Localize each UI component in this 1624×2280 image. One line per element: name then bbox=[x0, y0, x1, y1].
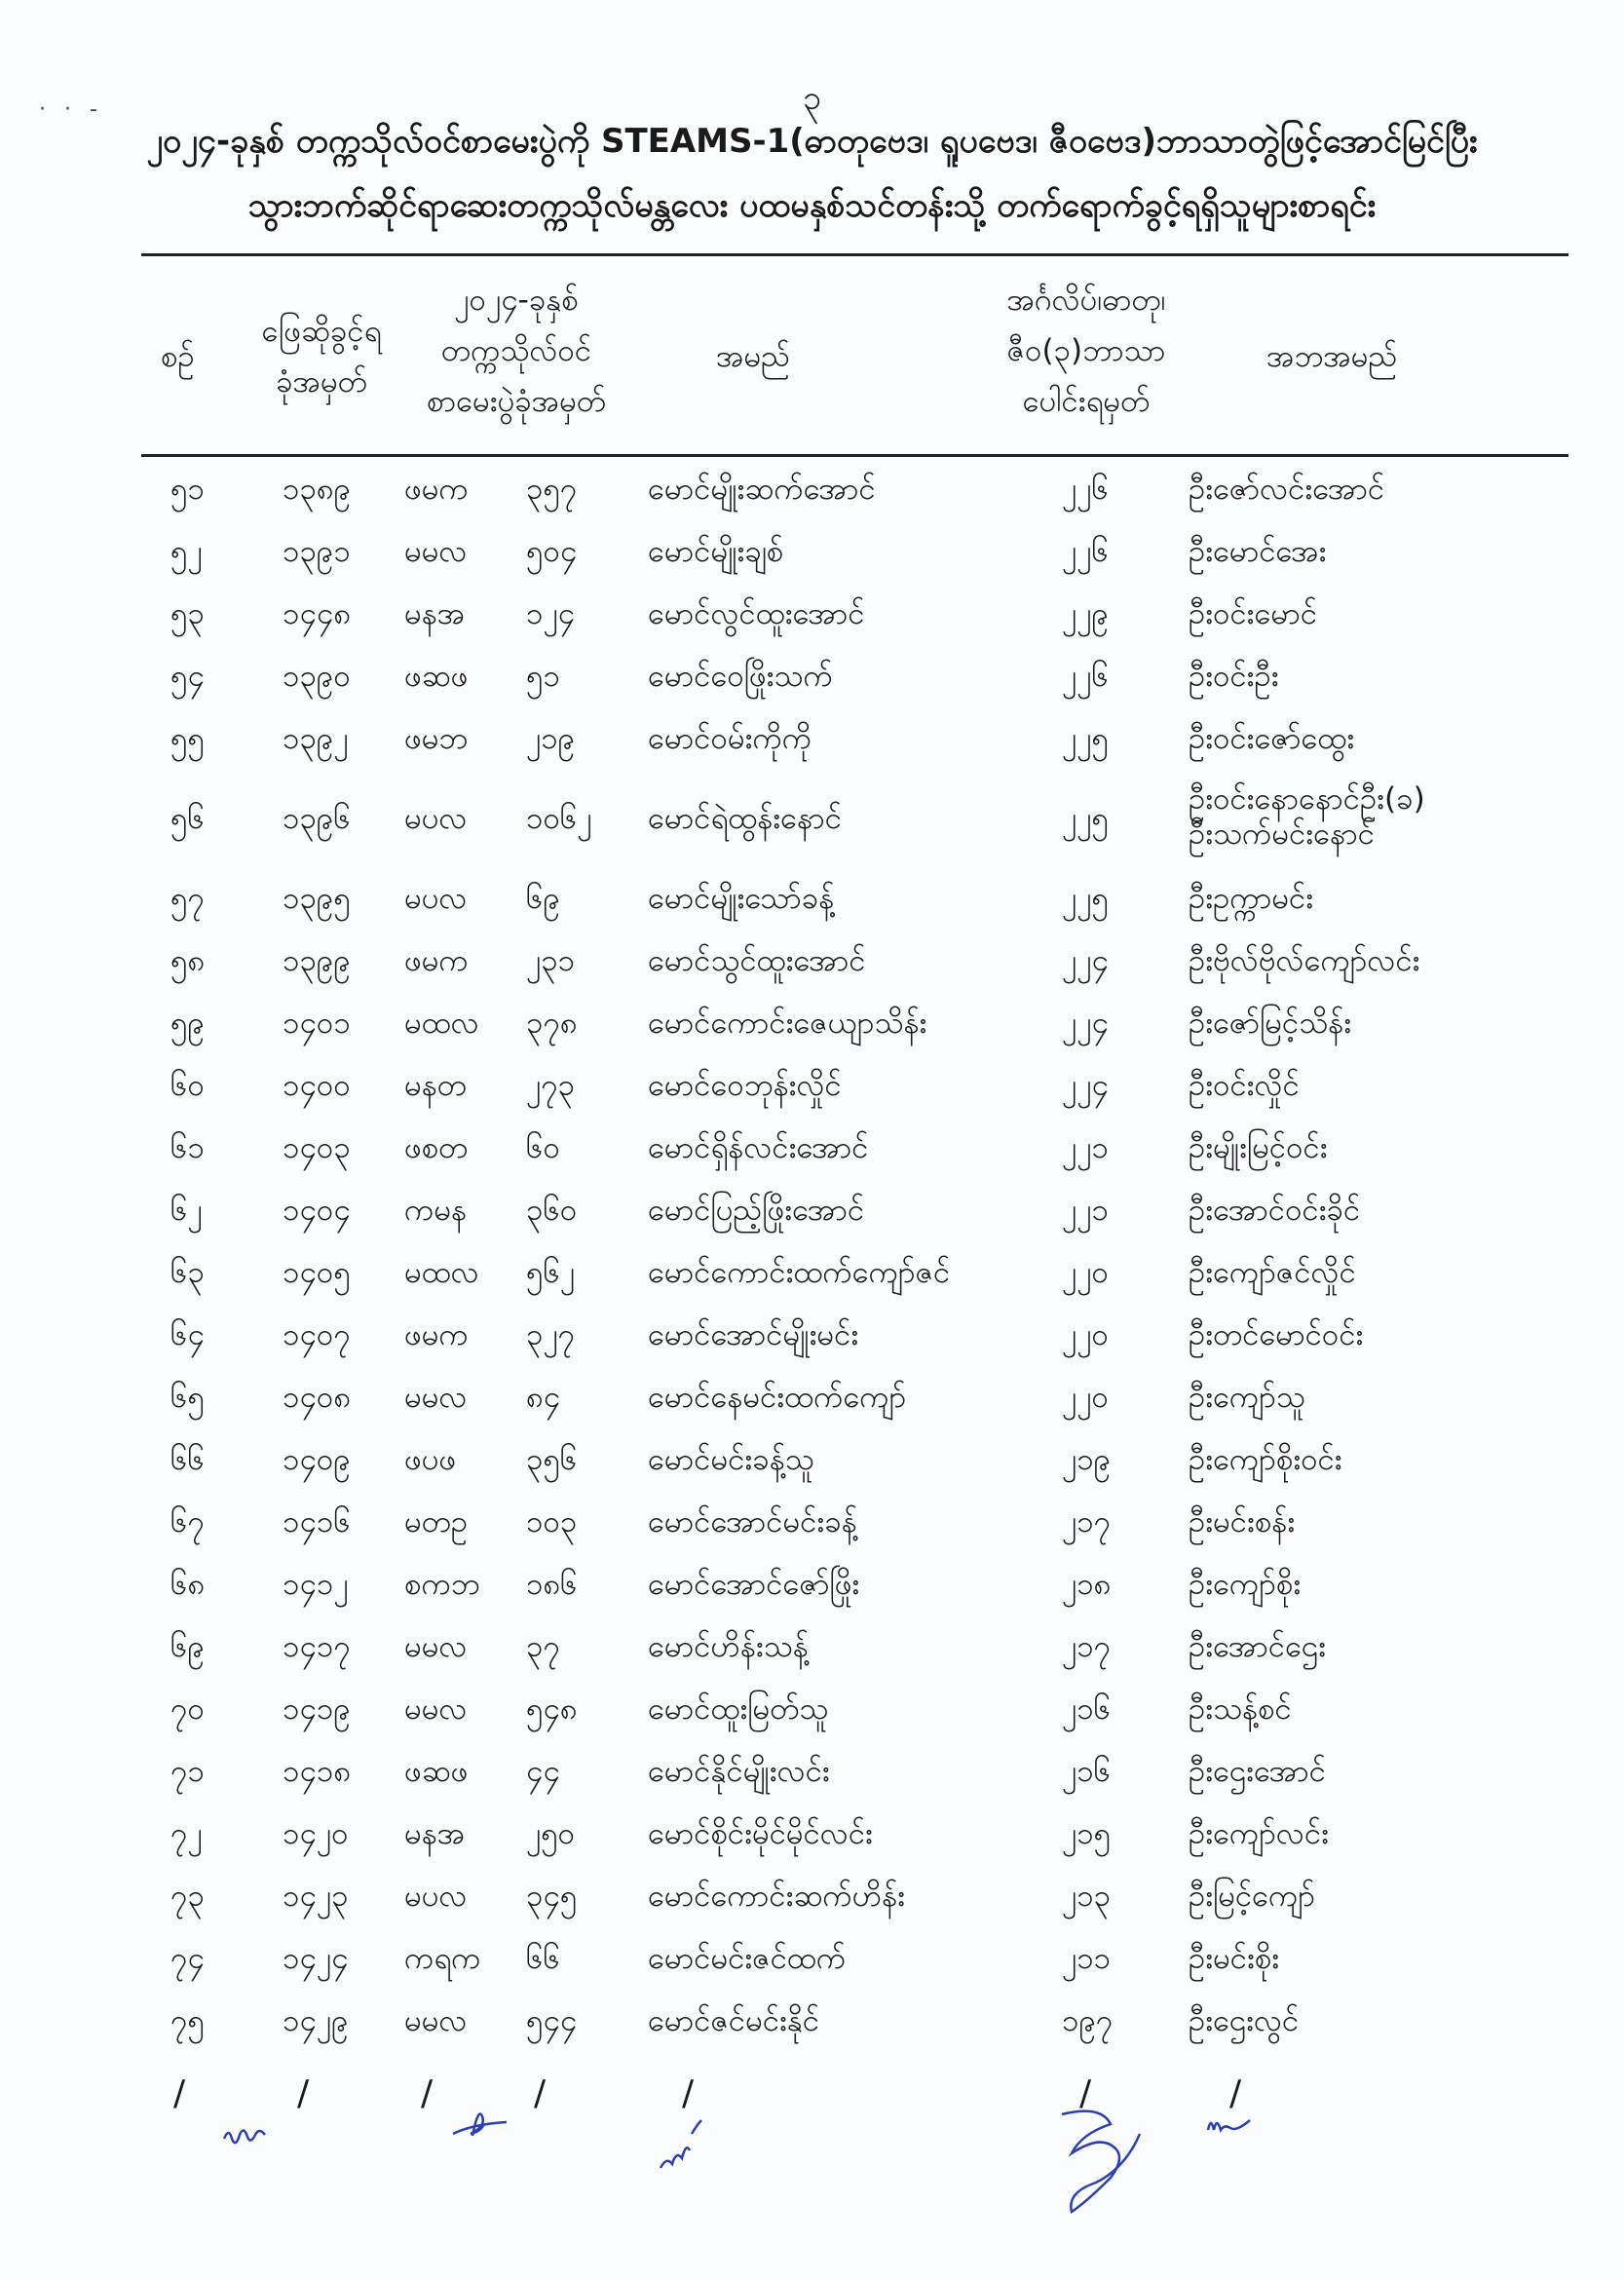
row-exam-seat: ၅၁ bbox=[526, 659, 560, 694]
row-total-marks: ၂၁၇ bbox=[1062, 1629, 1112, 1664]
row-total-marks: ၂၂၆ bbox=[1062, 534, 1109, 569]
row-exam-center: ဖစတ bbox=[404, 1130, 469, 1165]
signature-5 bbox=[1203, 2103, 1262, 2142]
row-student-name: မောင်မျိုးဆက်အောင် bbox=[648, 472, 876, 507]
row-roll-number: ၁၄၀၈ bbox=[283, 1380, 352, 1415]
row-roll-number: ၁၃၉၆ bbox=[283, 801, 351, 836]
row-no: ၅၃ bbox=[170, 596, 205, 631]
header-roll-line-2: ခုံအမှတ် bbox=[276, 364, 367, 399]
row-no: ၆၈ bbox=[170, 1567, 206, 1602]
row-total-marks: ၂၁၉ bbox=[1062, 1442, 1112, 1477]
row-father-name: ဦးဝင်းဇော်ထွေး bbox=[1189, 721, 1355, 756]
row-exam-seat: ၁၀၃ bbox=[526, 1504, 578, 1539]
row-roll-number: ၁၄၁၉ bbox=[283, 1691, 351, 1727]
row-exam-center: ဖမက bbox=[404, 1317, 469, 1352]
table-row bbox=[0, 1803, 1624, 1865]
table-row bbox=[0, 458, 1624, 520]
row-father-name: ဦးဇော်လင်းအောင် bbox=[1189, 472, 1385, 507]
header-no: စဉ် bbox=[161, 339, 195, 374]
row-no: ၆၄ bbox=[170, 1317, 205, 1352]
page-number: ၃ bbox=[802, 79, 822, 118]
row-exam-seat: ၆၀ bbox=[526, 1130, 560, 1165]
row-roll-number: ၁၃၉၁ bbox=[283, 534, 351, 569]
row-total-marks: ၂၂၁ bbox=[1062, 1130, 1109, 1165]
row-father-name: ဦးဇော်မြင့်သိန်း bbox=[1189, 1006, 1352, 1041]
row-exam-center: မနတ bbox=[404, 1068, 467, 1103]
table-row bbox=[0, 583, 1624, 645]
row-exam-seat: ၃၇ bbox=[526, 1629, 560, 1664]
table-row bbox=[0, 520, 1624, 583]
row-no: ၅၂ bbox=[170, 534, 203, 569]
row-exam-center: ဖဆဖ bbox=[404, 659, 469, 694]
row-father-name: ဦးတင်မောင်ဝင်း bbox=[1189, 1317, 1364, 1352]
row-student-name: မောင်ထူးမြတ်သူ bbox=[648, 1691, 829, 1727]
row-exam-seat: ၅၄၈ bbox=[526, 1691, 578, 1727]
row-no: ၇၀ bbox=[170, 1691, 205, 1727]
row-total-marks: ၂၁၈ bbox=[1062, 1567, 1112, 1602]
signature-2 bbox=[443, 2095, 521, 2153]
table-row bbox=[0, 645, 1624, 707]
row-student-name: မောင်ဟိန်းသန့် bbox=[648, 1629, 809, 1664]
row-total-marks: ၂၂၆ bbox=[1062, 472, 1109, 507]
row-father-name-line-2: ဦးသက်မင်းနောင် bbox=[1189, 817, 1375, 852]
row-exam-seat: ၃၅၇ bbox=[526, 472, 578, 507]
row-exam-center: မပလ bbox=[404, 1879, 468, 1914]
row-exam-center: မနအ bbox=[404, 596, 466, 631]
row-student-name: မောင်ကောင်းထက်ကျော်ဇင် bbox=[648, 1255, 951, 1290]
row-exam-seat: ၃၅၆ bbox=[526, 1442, 578, 1477]
header-marks-line-2: ဇီဝ(၃)ဘာသာ bbox=[1006, 333, 1166, 368]
row-father-name: ဦးကျော်စိုးဝင်း bbox=[1189, 1442, 1342, 1477]
table-row bbox=[0, 1179, 1624, 1241]
row-no: ၆၀ bbox=[170, 1068, 205, 1103]
row-father-name: ဦးကျော်ဇင်လှိုင် bbox=[1189, 1255, 1356, 1290]
signatures bbox=[0, 2095, 1624, 2251]
row-roll-number: ၁၄၀၃ bbox=[283, 1130, 351, 1165]
row-father-name bbox=[1189, 770, 1425, 867]
row-no: ၆၅ bbox=[170, 1380, 205, 1415]
header-exam-line-1: ၂၀၂၄-ခုနှစ် bbox=[454, 283, 579, 318]
row-student-name: မောင်ကောင်းဇေယျာသိန်း bbox=[648, 1006, 927, 1041]
row-roll-number: ၁၄၄၈ bbox=[283, 596, 352, 631]
row-no: ၅၇ bbox=[170, 881, 205, 916]
row-exam-center: မတဥ bbox=[404, 1504, 469, 1539]
row-exam-seat: ၃၄၅ bbox=[526, 1879, 578, 1914]
row-father-name: ဦးအောင်ဌေး bbox=[1189, 1629, 1326, 1664]
row-exam-seat: ၅၀၄ bbox=[526, 534, 578, 569]
table-row bbox=[0, 1366, 1624, 1428]
row-exam-center: ဖမက bbox=[404, 943, 469, 978]
table-row bbox=[0, 1054, 1624, 1117]
row-no: ၆၃ bbox=[170, 1255, 205, 1290]
row-exam-seat: ၅၄၄ bbox=[526, 2003, 578, 2038]
row-student-name: မောင်မင်းဇင်ထက် bbox=[648, 1941, 847, 1976]
row-student-name: မောင်ဝေဖြိုးသက် bbox=[648, 659, 833, 694]
table-row bbox=[0, 1553, 1624, 1615]
row-exam-center: ဖပဖ bbox=[404, 1442, 457, 1477]
row-roll-number: ၁၄၀၄ bbox=[283, 1193, 351, 1228]
footer-slash: / bbox=[297, 2073, 310, 2113]
row-exam-center: မနအ bbox=[404, 1816, 466, 1851]
row-student-name: မောင်သွင်ထူးအောင် bbox=[648, 943, 866, 978]
table-row bbox=[0, 1241, 1624, 1304]
row-exam-center: မထလ bbox=[404, 1255, 479, 1290]
table-row bbox=[0, 1740, 1624, 1803]
row-exam-seat: ၃၆၀ bbox=[526, 1193, 578, 1228]
row-exam-center: မမလ bbox=[404, 534, 468, 569]
row-exam-center: ကမန bbox=[404, 1193, 468, 1228]
row-exam-center: ဖမက bbox=[404, 472, 469, 507]
row-student-name: မောင်ရဲထွန်းနောင် bbox=[648, 801, 842, 836]
row-exam-center: ဖမဘ bbox=[404, 721, 469, 756]
document-title-line-1: ၂၀၂၄-ခုနှစ် တက္ကသိုလ်ဝင်စာမေးပွဲကို STEAMS-1(ဓာတုဗေဒ၊ ရူပဗေဒ၊ ဇီဝဗေဒ)ဘာသာတွဲဖြင့်အောင်မြင်ပြီး bbox=[146, 122, 1478, 161]
row-student-name: မောင်နေမင်းထက်ကျော် bbox=[648, 1380, 907, 1415]
row-total-marks: ၂၂၀ bbox=[1062, 1380, 1109, 1415]
row-exam-center: ဖဆဖ bbox=[404, 1754, 469, 1789]
row-roll-number: ၁၄၂၉ bbox=[283, 2003, 349, 2038]
header-marks bbox=[974, 275, 1198, 427]
row-student-name: မောင်စိုင်းမိုင်မိုင်လင်း bbox=[648, 1816, 873, 1851]
row-no: ၅၆ bbox=[170, 801, 205, 836]
row-roll-number: ၁၄၁၇ bbox=[283, 1629, 351, 1664]
table-row bbox=[0, 1927, 1624, 1990]
table-row bbox=[0, 1865, 1624, 1927]
row-total-marks: ၂၂၅ bbox=[1062, 801, 1109, 836]
signature-1 bbox=[219, 2114, 278, 2153]
row-total-marks: ၂၁၁ bbox=[1062, 1941, 1112, 1976]
row-total-marks: ၂၂၄ bbox=[1062, 1068, 1109, 1103]
table-row bbox=[0, 930, 1624, 992]
row-father-name: ဦးကျော်လင်း bbox=[1189, 1816, 1330, 1851]
row-no: ၆၆ bbox=[170, 1442, 205, 1477]
header-name: အမည် bbox=[716, 339, 791, 374]
row-student-name: မောင်ရှိန်လင်းအောင် bbox=[648, 1130, 869, 1165]
row-father-name: ဦးကျော်စိုး bbox=[1189, 1567, 1302, 1602]
row-father-name: ဦးဝင်းမောင် bbox=[1189, 596, 1318, 631]
row-father-name: ဦးမင်းစန်း bbox=[1189, 1504, 1296, 1539]
header-marks-line-1: အင်္ဂလိပ်၊ဓာတု၊ bbox=[1006, 283, 1166, 318]
row-roll-number: ၁၃၈၉ bbox=[283, 472, 352, 507]
row-exam-seat: ၃၇၈ bbox=[526, 1006, 578, 1041]
row-no: ၇၅ bbox=[170, 2003, 205, 2038]
row-exam-seat: ၆၉ bbox=[526, 881, 560, 916]
row-father-name: ဦးသန့်စင် bbox=[1189, 1691, 1292, 1727]
row-no: ၆၁ bbox=[170, 1130, 205, 1165]
header-marks-line-3: ပေါင်းရမှတ် bbox=[1022, 384, 1151, 419]
footer-slash: / bbox=[534, 2073, 547, 2113]
row-student-name: မောင်ဝေဘုန်းလှိုင် bbox=[648, 1068, 842, 1103]
row-total-marks: ၂၁၇ bbox=[1062, 1504, 1112, 1539]
row-exam-seat: ၁၈၆ bbox=[526, 1567, 578, 1602]
header-roll bbox=[248, 306, 395, 407]
row-exam-seat: ၁၀၆၂ bbox=[526, 801, 592, 836]
row-roll-number: ၁၄၀၁ bbox=[283, 1006, 351, 1041]
row-no: ၇၂ bbox=[170, 1816, 203, 1851]
row-father-name: ဦးမောင်အေး bbox=[1189, 534, 1327, 569]
table-row bbox=[0, 1990, 1624, 2052]
row-total-marks: ၂၂၅ bbox=[1062, 881, 1109, 916]
row-roll-number: ၁၄၀၇ bbox=[283, 1317, 351, 1352]
footer-slash: / bbox=[1079, 2073, 1092, 2113]
row-total-marks: ၂၁၅ bbox=[1062, 1816, 1112, 1851]
row-exam-center: စကဘ bbox=[404, 1567, 480, 1602]
row-no: ၇၃ bbox=[170, 1879, 205, 1914]
table-top-rule bbox=[141, 253, 1568, 256]
row-roll-number: ၁၄၁၆ bbox=[283, 1504, 351, 1539]
row-father-name: ဦးဝင်းဦး bbox=[1189, 659, 1279, 694]
row-no: ၅၅ bbox=[170, 721, 205, 756]
row-exam-seat: ၂၅၀ bbox=[526, 1816, 576, 1851]
row-exam-seat: ၂၃၁ bbox=[526, 943, 576, 978]
row-roll-number: ၁၄၂၄ bbox=[283, 1941, 349, 1976]
row-student-name: မောင်အောင်ဇော်ဖြိုး bbox=[648, 1567, 860, 1602]
header-exam bbox=[399, 275, 633, 427]
row-no: ၇၄ bbox=[170, 1941, 205, 1976]
row-exam-center: မမလ bbox=[404, 2003, 468, 2038]
table-row bbox=[0, 1615, 1624, 1678]
row-no: ၆၉ bbox=[170, 1629, 205, 1664]
row-exam-seat: ၆၆ bbox=[526, 1941, 560, 1976]
table-row bbox=[0, 992, 1624, 1054]
table-row bbox=[0, 867, 1624, 930]
row-total-marks: ၂၂၀ bbox=[1062, 1317, 1109, 1352]
row-total-marks: ၂၂၅ bbox=[1062, 721, 1109, 756]
table-header-rule bbox=[141, 454, 1568, 457]
row-student-name: မောင်မျိုးချစ် bbox=[648, 534, 784, 569]
table-row bbox=[0, 1491, 1624, 1553]
row-no: ၇၁ bbox=[170, 1754, 205, 1789]
row-roll-number: ၁၄၀၀ bbox=[283, 1068, 351, 1103]
signature-3 bbox=[653, 2114, 711, 2183]
row-exam-seat: ၃၂၇ bbox=[526, 1317, 576, 1352]
table-row bbox=[0, 770, 1624, 867]
footer-slash: / bbox=[173, 2073, 186, 2113]
row-no: ၅၁ bbox=[170, 472, 205, 507]
row-exam-center: မပလ bbox=[404, 881, 468, 916]
table-body bbox=[0, 458, 1624, 2052]
row-roll-number: ၁၃၉၀ bbox=[283, 659, 351, 694]
row-student-name: မောင်ပြည့်ဖြိုးအောင် bbox=[648, 1193, 865, 1228]
row-father-name-line-1: ဦးဝင်းနောနောင်ဦး(ခ) bbox=[1189, 781, 1425, 817]
footer-slash: / bbox=[1229, 2073, 1242, 2113]
row-student-name: မောင်အောင်မင်းခန့် bbox=[648, 1504, 857, 1539]
row-father-name: ဦးဌေးလွင် bbox=[1189, 2003, 1300, 2038]
stray-marks: · · - bbox=[39, 97, 103, 122]
table-row bbox=[0, 1117, 1624, 1179]
row-roll-number: ၁၄၂၃ bbox=[283, 1879, 349, 1914]
row-exam-center: မပလ bbox=[404, 801, 468, 836]
row-total-marks: ၂၂၄ bbox=[1062, 1006, 1109, 1041]
row-student-name: မောင်အောင်မျိုးမင်း bbox=[648, 1317, 859, 1352]
row-exam-seat: ၈၄ bbox=[526, 1380, 561, 1415]
row-student-name: မောင်မင်းခန့်သူ bbox=[648, 1442, 814, 1477]
row-father-name: ဦးဝင်းလှိုင် bbox=[1189, 1068, 1300, 1103]
table-row bbox=[0, 1428, 1624, 1491]
row-father-name: ဦးမျိုးမြင့်ဝင်း bbox=[1189, 1130, 1328, 1165]
document-title-line-2: သွားဘက်ဆိုင်ရာဆေးတက္ကသိုလ်မန္တလေး ပထမနှစ်သင်တန်းသို့ တက်ရောက်ခွင့်ရရှိသူများစာရင်း bbox=[247, 186, 1377, 225]
row-exam-center: မမလ bbox=[404, 1380, 468, 1415]
row-exam-center: မမလ bbox=[404, 1629, 468, 1664]
row-exam-seat: ၂၁၉ bbox=[526, 721, 576, 756]
row-roll-number: ၁၃၉၉ bbox=[283, 943, 351, 978]
row-exam-seat: ၁၂၄ bbox=[526, 596, 576, 631]
row-total-marks: ၂၂၆ bbox=[1062, 659, 1109, 694]
row-roll-number: ၁၄၂၀ bbox=[283, 1816, 349, 1851]
row-student-name: မောင်ဇင်မင်းနိုင် bbox=[648, 2003, 820, 2038]
row-father-name: ဦးဥက္ကာမင်း bbox=[1189, 881, 1314, 916]
row-no: ၆၇ bbox=[170, 1504, 205, 1539]
footer-slash: / bbox=[421, 2073, 434, 2113]
row-total-marks: ၂၂၉ bbox=[1062, 596, 1109, 631]
row-roll-number: ၁၄၀၉ bbox=[283, 1442, 351, 1477]
footer-slash: / bbox=[682, 2073, 695, 2113]
row-total-marks: ၂၁၃ bbox=[1062, 1879, 1112, 1914]
row-roll-number: ၁၄၀၅ bbox=[283, 1255, 351, 1290]
header-father: အဘအမည် bbox=[1266, 339, 1398, 374]
row-student-name: မောင်နိုင်မျိုးလင်း bbox=[648, 1754, 830, 1789]
row-father-name: ဦးအောင်ဝင်းခိုင် bbox=[1189, 1193, 1361, 1228]
row-no: ၅၉ bbox=[170, 1006, 205, 1041]
row-exam-seat: ၄၄ bbox=[526, 1754, 560, 1789]
row-roll-number: ၁၄၁၂ bbox=[283, 1567, 349, 1602]
row-no: ၆၂ bbox=[170, 1193, 203, 1228]
row-total-marks: ၂၁၆ bbox=[1062, 1754, 1112, 1789]
row-exam-center: မမလ bbox=[404, 1691, 468, 1727]
row-student-name: မောင်ကောင်းဆက်ဟိန်း bbox=[648, 1879, 906, 1914]
row-total-marks: ၂၂၁ bbox=[1062, 1193, 1109, 1228]
row-father-name: ဦးမင်းစိုး bbox=[1189, 1941, 1280, 1976]
row-total-marks: ၂၁၆ bbox=[1062, 1691, 1112, 1727]
row-exam-seat: ၂၇၃ bbox=[526, 1068, 576, 1103]
row-roll-number: ၁၄၁၈ bbox=[283, 1754, 352, 1789]
table-row bbox=[0, 707, 1624, 770]
row-no: ၅၈ bbox=[170, 943, 206, 978]
row-father-name: ဦးကျော်သူ bbox=[1189, 1380, 1305, 1415]
row-no: ၅၄ bbox=[170, 659, 205, 694]
row-roll-number: ၁၃၉၅ bbox=[283, 881, 351, 916]
row-roll-number: ၁၃၉၂ bbox=[283, 721, 349, 756]
row-student-name: မောင်ဝမ်းကိုကို bbox=[648, 721, 812, 756]
table-row bbox=[0, 1304, 1624, 1366]
row-exam-seat: ၅၆၂ bbox=[526, 1255, 576, 1290]
signature-4 bbox=[1047, 2095, 1154, 2231]
header-exam-line-3: စာမေးပွဲခုံအမှတ် bbox=[426, 384, 607, 419]
header-exam-line-2: တက္ကသိုလ်ဝင် bbox=[440, 333, 592, 368]
row-exam-center: ကရက bbox=[404, 1941, 481, 1976]
table-row bbox=[0, 1678, 1624, 1740]
row-total-marks: ၂၂၀ bbox=[1062, 1255, 1109, 1290]
row-father-name: ဦးဗိုလ်ဗိုလ်ကျော်လင်း bbox=[1189, 943, 1420, 978]
row-student-name: မောင်မျိုးသော်ခန့် bbox=[648, 881, 835, 916]
row-student-name: မောင်လွင်ထူးအောင် bbox=[648, 596, 865, 631]
header-roll-line-1: ဖြေဆိုခွင့်ရ bbox=[261, 314, 382, 349]
row-father-name: ဦးမြင့်ကျော် bbox=[1189, 1879, 1315, 1914]
row-father-name: ဦးဌေးအောင် bbox=[1189, 1754, 1326, 1789]
row-exam-center: မထလ bbox=[404, 1006, 479, 1041]
row-total-marks: ၂၂၄ bbox=[1062, 943, 1109, 978]
row-total-marks: ၁၉၇ bbox=[1062, 2003, 1114, 2038]
